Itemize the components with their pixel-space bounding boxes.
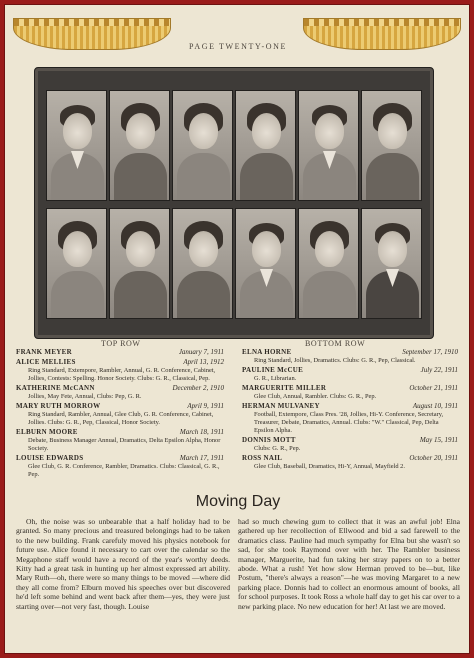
portrait-photo: [109, 208, 170, 319]
story-text-right-column: had so much chewing gum to collect that it was an awful job! Elna gathered up her recollection of Ellwood and bid a sad farewell to the dramatics class. Pauline had much sympathy for Elna but she wasn't so sad, for she took Raymond over with her. The Rambler business manager, Marguerite, had fun taking her stray papers on to a better abode. What a rush! Yet how slow Herman proved to be—but, like Postum, "there's always a reason"—he was moving Margaret to a new parking place. Donnis had to collect an enormous amount of books, all for school purposes. It took Ross a whole half day to get his car over to a new parking place. No new education for her! At last we are moved.: [238, 517, 460, 611]
birth-date: September 17, 1910: [402, 348, 458, 356]
portrait-photo: [298, 208, 359, 319]
birth-date: March 18, 1911: [179, 428, 224, 436]
portrait-photo: [235, 208, 296, 319]
student-entry: [16, 454, 224, 479]
student-activities: Debate, Business Manager Annual, Dramatics, Delta Epsilon Alpha, Honor Society.: [28, 437, 221, 452]
birth-date: December 2, 1910: [172, 384, 224, 392]
student-name: PAULINE McCUE: [242, 366, 304, 374]
student-activities: Jollies, May Fete, Annual, Clubs: Pep, G. R.: [28, 393, 142, 400]
birth-date: July 22, 1911: [420, 366, 458, 374]
student-name: MARGUERITE MILLER: [242, 384, 327, 392]
student-name: HERMAN MULVANEY: [242, 402, 320, 410]
student-entry: [242, 402, 458, 435]
class-photo-panel: [34, 67, 434, 339]
student-activities: Ring Standard, Extempore, Rambler, Annual, G. R. Conference, Cabinet, Jollies, Contests: Spelling. Honor Society. Clubs: G. R., Classical, Pep.: [28, 367, 216, 382]
student-activities: Glee Club, Annual, Rambler. Clubs: G. R., Pep.: [254, 393, 377, 400]
bottom-row-label: BOTTOM ROW: [305, 339, 366, 348]
student-entry: [242, 384, 458, 401]
birth-date: October 21, 1911: [409, 384, 458, 392]
portrait-photo: [109, 90, 170, 201]
birth-date: August 10, 1911: [412, 402, 458, 410]
portrait-photo: [46, 208, 107, 319]
right-name-list: [242, 348, 458, 472]
portrait-photo: [235, 90, 296, 201]
page-number: PAGE TWENTY-ONE: [189, 42, 287, 51]
student-entry: [242, 436, 458, 453]
student-name: MARY RUTH MORROW: [16, 402, 101, 410]
student-entry: [242, 454, 458, 471]
story-title: Moving Day: [195, 493, 281, 510]
student-entry: [16, 384, 224, 401]
student-name: ELNA HORNE: [242, 348, 292, 356]
student-entry: [242, 366, 458, 383]
student-name: FRANK MEYER: [16, 348, 72, 356]
student-entry: [16, 358, 224, 383]
portrait-photo: [361, 90, 422, 201]
student-name: ALICE MELLIES: [16, 358, 76, 366]
student-activities: Football, Extempore, Class Pres. '28, Jollies, Hi-Y. Conference, Secretary, Treasurer, Debate, Dramatics, Annual. Clubs: "W." Classical, Pep, Delta Epsilon Alpha.: [254, 411, 444, 434]
birth-date: October 20, 1911: [409, 454, 458, 462]
student-name: ELBURN MOORE: [16, 428, 78, 436]
portrait-photo: [298, 90, 359, 201]
student-entry: [242, 348, 458, 365]
student-activities: Glee Club, G. R. Conference, Rambler, Dramatics. Clubs: Classical, G. R., Pep.: [28, 463, 220, 478]
student-activities: Glee Club, Baseball, Dramatics, Hi-Y, Annual, Mayfield 2.: [254, 463, 405, 470]
student-activities: Ring Standard, Jollies, Dramatics. Clubs: G. R., Pep, Classical.: [254, 357, 416, 364]
birth-date: May 15, 1911: [419, 436, 458, 444]
student-name: KATHERINE McCANN: [16, 384, 95, 392]
birth-date: April 9, 1911: [187, 402, 224, 410]
birth-date: January 7, 1911: [178, 348, 224, 356]
top-row-label: TOP ROW: [101, 339, 141, 348]
student-activities: Clubs: G. R., Pep.: [254, 445, 301, 452]
student-entry: [16, 428, 224, 453]
student-entry: [16, 348, 224, 357]
portrait-photo: [172, 90, 233, 201]
birth-date: April 13, 1912: [183, 358, 224, 366]
story-text-left-column: Oh, the noise was so unbearable that a half holiday had to be granted. So many precious and treasured belongings had to be taken to the new building. Frank carefuly moved his physics notebook for future use. Alice found it necessary to cart over the calendar so the Megaphone staff would have a record of the year's worthy deeds. Kitty had a great task in hunting up her almost expressed art ability. Mary Ruth—oh, there were so many things to be moved —where did they all come from? Elburn moved his speeches over but discovered he'd left some behind and went back after them—yes, they were just starting over—not very fast, though. Louise: [16, 517, 230, 611]
birth-date: March 17, 1911: [179, 454, 224, 462]
portrait-photo: [46, 90, 107, 201]
portrait-photo: [361, 208, 422, 319]
portrait-photo: [172, 208, 233, 319]
student-entry: [16, 402, 224, 427]
student-name: LOUISE EDWARDS: [16, 454, 84, 462]
student-name: ROSS NAIL: [242, 454, 283, 462]
student-activities: Ring Standard, Rambler, Annual, Glee Club, G. R. Conference, Cabinet, Jollies. Clubs: G. R., Pep, Classical, Honor Society.: [28, 411, 214, 426]
yearbook-page: [4, 4, 470, 654]
student-name: DONNIS MOTT: [242, 436, 296, 444]
student-activities: G. R., Librarian.: [254, 375, 297, 382]
left-name-list: [16, 348, 224, 480]
